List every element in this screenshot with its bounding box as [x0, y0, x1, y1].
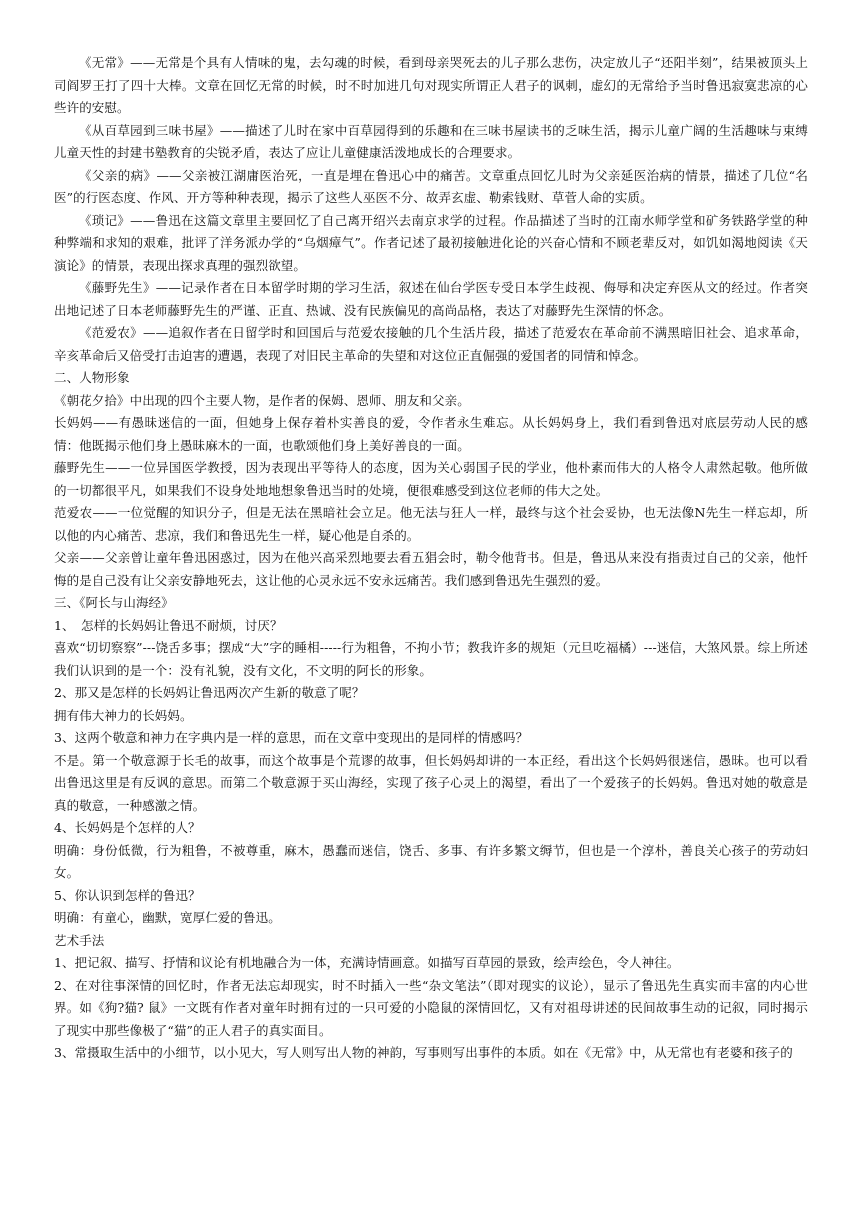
paragraph: 《藤野先生》——记录作者在日本留学时期的学习生活，叙述在仙台学医专受日本学生歧视、侮辱和决定弃医从文的经过。作者突出地记述了日本老师藤野先生的严谨、正直、热诚、没有民族偏见的高尚品格，表达了对藤野先生深情的怀念。: [54, 280, 808, 318]
paragraph: 5、你认识到怎样的鲁迅？: [54, 887, 201, 903]
paragraph: 《无常》——无常是个具有人情味的鬼，去勾魂的时候，看到母亲哭死去的儿子那么悲伤，决定放儿子“还阳半刻”，结果被顶头上司阎罗王打了四十大棒。文章在回忆无常的时候，时不时加进几句对现实所谓正人君子的讽刺，虚幻的无常给予当时鲁迅寂寞悲凉的心些许的安慰。: [54, 55, 808, 115]
paragraph: 3、这两个敬意和神力在字典内是一样的意思，而在文章中变现出的是同样的情感吗？: [54, 730, 529, 745]
paragraph: 1、 怎样的长妈妈让鲁迅不耐烦，讨厌？: [54, 617, 283, 633]
paragraph: 1、把记叙、描写、抒情和议论有机地融合为一体，充满诗情画意。如描写百草园的景致，绘声绘色，令人神往。: [54, 955, 680, 970]
paragraph: 艺术手法: [54, 932, 105, 948]
paragraph: 长妈妈——有愚昧迷信的一面，但她身上保存着朴实善良的爱，令作者永生难忘。从长妈妈身上，我们看到鲁迅对底层劳动人民的感情：他既揭示他们身上愚昧麻木的一面，也歌颂他们身上美好善良的一面。: [54, 415, 808, 453]
paragraph: 2、在对往事深情的回忆时，作者无法忘却现实，时不时插入一些“杂文笔法”（即对现实的议论），显示了鲁迅先生真实而丰富的内心世界。如《狗?猫? 鼠》一文既有作者对童年时拥有过的一只可爱的小隐鼠的深情回忆，又有对祖母讲述的民间故事生动的记叙，同时揭示了现实中那些像极了“猫”的正人君子的真实面目。: [54, 977, 808, 1038]
paragraph: 《琐记》——鲁迅在这篇文章里主要回忆了自己离开绍兴去南京求学的过程。作品描述了当时的江南水师学堂和矿务铁路学堂的种种弊端和求知的艰难，批评了洋务派办学的“乌烟瘴气”。作者记述了最初接触进化论的兴奋心情和不顾老辈反对，如饥如渴地阅读《天演论》的情景，表现出探求真理的强烈欲望。: [54, 212, 808, 273]
paragraph: 2、那又是怎样的长妈妈让鲁迅两次产生新的敬意了呢？: [54, 685, 365, 700]
paragraph: 明确：有童心，幽默，宽厚仁爱的鲁迅。: [54, 910, 281, 925]
paragraph: 喜欢“切切察察”---饶舌多事；摆成“大”字的睡相-----行为粗鲁，不拘小节；教我许多的规矩（元旦吃福橘）---迷信，大煞风景。综上所述我们认识到的是一个：没有礼貌，没有文化，不文明的阿长的形象。: [54, 640, 808, 678]
paragraph: 《父亲的病》——父亲被江湖庸医治死，一直是埋在鲁迅心中的痛苦。文章重点回忆儿时为父亲延医治病的情景，描述了几位“名医”的行医态度、作风、开方等种种表现，揭示了这些人巫医不分、故弄玄虚、勒索钱财、草菅人命的实质。: [54, 167, 808, 205]
paragraph: 《范爱农》——追叙作者在日留学时和回国后与范爱农接触的几个生活片段，描述了范爱农在革命前不满黑暗旧社会、追求革命，辛亥革命后又倍受打击迫害的遭遇，表现了对旧民主革命的失望和对这位正直倔强的爱国者的同情和悼念。: [54, 325, 808, 363]
paragraph: 父亲——父亲曾让童年鲁迅困惑过，因为在他兴高采烈地要去看五猖会时，勒令他背书。但是，鲁迅从来没有指责过自己的父亲，他忏悔的是自己没有让父亲安静地死去，这让他的心灵永远不安永远痛苦。我们感到鲁迅先生强烈的爱。: [54, 550, 808, 588]
paragraph: 范爱农——一位觉醒的知识分子，但是无法在黑暗社会立足。他无法与狂人一样，最终与这个社会妥协，也无法像N先生一样忘却，所以他的内心痛苦、悲凉，我们和鲁迅先生一样，疑心他是自杀的。: [54, 505, 808, 543]
paragraph: 不是。第一个敬意源于长毛的故事，而这个故事是个荒谬的故事，但长妈妈却讲的一本正经，看出这个长妈妈很迷信，愚昧。也可以看出鲁迅这里是有反讽的意思。而第二个敬意源于买山海经，实现了孩子心灵上的渴望，看出了一个爱孩子的长妈妈。鲁迅对她的敬意是真的敬意，一种感激之情。: [54, 752, 808, 813]
paragraph: 三、《阿长与山海经》: [54, 595, 174, 610]
paragraph: 《朝花夕拾》中出现的四个主要人物，是作者的保姆、恩师、朋友和父亲。: [54, 392, 470, 408]
paragraph: 明确：身份低微，行为粗鲁，不被尊重，麻木，愚蠢而迷信，饶舌、多事、有许多繁文缛节，但也是一个淳朴，善良关心孩子的劳动妇女。: [54, 842, 808, 880]
paragraph: 4、长妈妈是个怎样的人？: [54, 820, 201, 835]
paragraph: 藤野先生——一位异国医学教授，因为表现出平等待人的态度，因为关心弱国子民的学业，他朴素而伟大的人格令人肃然起敬。他所做的一切都很平凡，如果我们不设身处地地想象鲁迅当时的处境，便很难感受到这位老师的伟大之处。: [54, 460, 808, 498]
paragraph: 拥有伟大神力的长妈妈。: [54, 707, 193, 723]
paragraph: 二、人物形象: [54, 370, 130, 385]
paragraph: 3、常摄取生活中的小细节，以小见大，写人则写出人物的神韵，写事则写出事件的本质。如在《无常》中，从无常也有老婆和孩子的: [54, 1045, 793, 1060]
paragraph: 《从百草园到三味书屋》——描述了儿时在家中百草园得到的乐趣和在三味书屋读书的乏味生活，揭示儿童广阔的生活趣味与束缚儿童天性的封建书塾教育的尖锐矛盾，表达了应让儿童健康活泼地成长的合理要求。: [54, 122, 808, 160]
